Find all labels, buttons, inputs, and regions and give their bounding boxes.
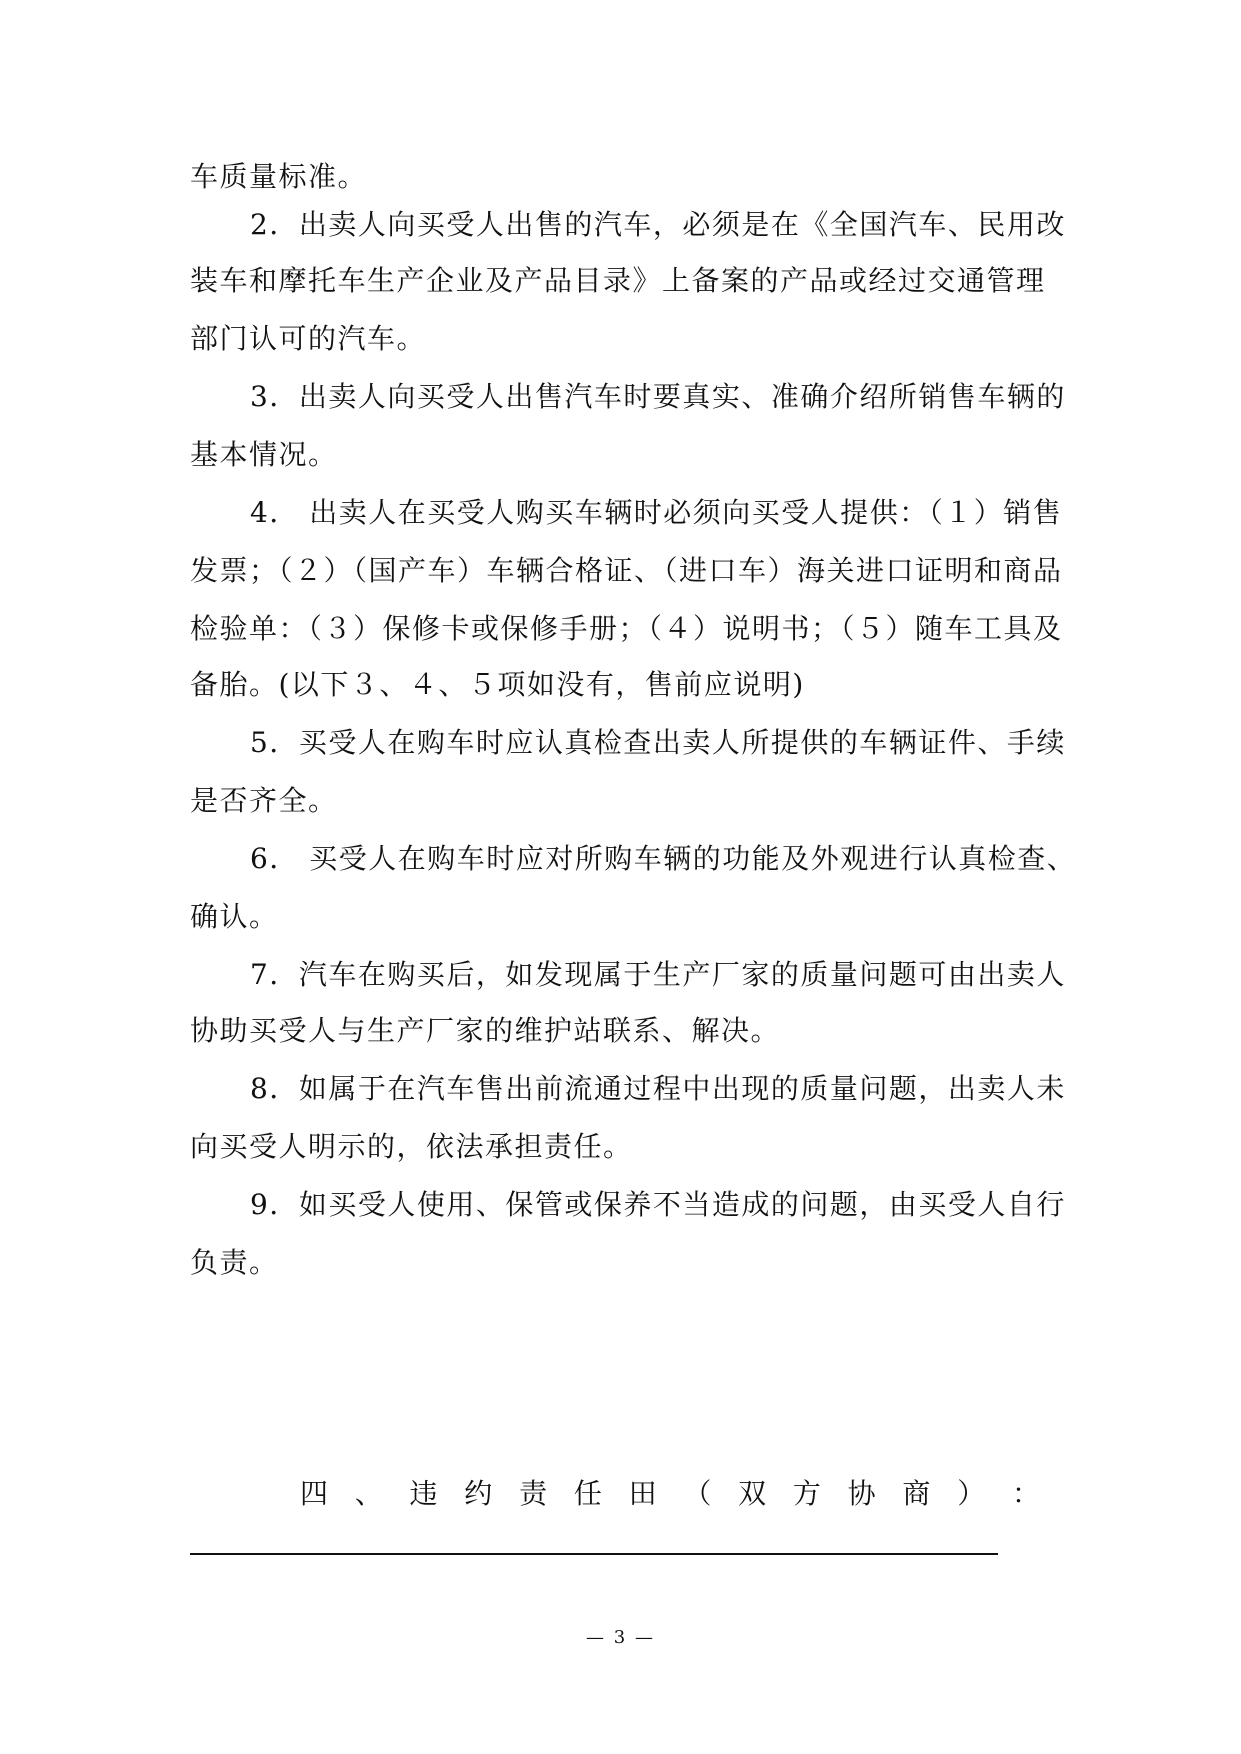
heading-char: 约 [464, 1477, 493, 1510]
clause-2-line-1: 2．出卖人向买受人出售的汽车，必须是在《全国汽车、民用改 [250, 208, 1066, 241]
heading-char: 违 [409, 1477, 438, 1510]
text-line: 车质量标准。 [190, 160, 368, 193]
clause-5-line-1: 5．买受人在购车时应认真检查出卖人所提供的车辆证件、手续 [250, 726, 1066, 759]
clause-3-line-1: 3．出卖人向买受人出售汽车时要真实、准确介绍所销售车辆的 [250, 380, 1066, 413]
heading-char: ： [1011, 1477, 1040, 1510]
clause-6-line-1: 6． 买受人在购车时应对所购车辆的功能及外观进行认真检查、 [250, 842, 1077, 875]
clause-2-line-3: 部门认可的汽车。 [190, 322, 427, 355]
clause-4-line-1: 4． 出卖人在买受人购买车辆时必须向买受人提供：（１）销售 [250, 496, 1063, 529]
blank-fill-line [190, 1553, 998, 1555]
clause-4-line-4: 备胎。(以下３、４、５项如没有，售前应说明) [190, 668, 805, 701]
clause-3-line-2: 基本情况。 [190, 438, 338, 471]
clause-9-line-1: 9．如买受人使用、保管或保养不当造成的问题，由买受人自行 [250, 1188, 1066, 1221]
clause-7-line-1: 7．汽车在购买后，如发现属于生产厂家的质量问题可由出卖人 [250, 958, 1066, 991]
clause-2-line-2: 装车和摩托车生产企业及产品目录》上备案的产品或经过交通管理 [190, 264, 1046, 297]
clause-9-line-2: 负责。 [190, 1246, 279, 1279]
clause-4-line-3: 检验单：（３）保修卡或保修手册；（４）说明书；（５）随车工具及 [190, 612, 1063, 645]
clause-8-line-2: 向买受人明示的，依法承担责任。 [190, 1130, 633, 1163]
heading-char: 责 [519, 1477, 548, 1510]
page-number: — 3 — [586, 1627, 655, 1648]
heading-char: （ [683, 1477, 712, 1510]
clause-8-line-1: 8．如属于在汽车售出前流通过程中出现的质量问题，出卖人未 [250, 1072, 1066, 1105]
clause-7-line-2: 协助买受人与生产厂家的维护站联系、解决。 [190, 1014, 781, 1047]
section-heading [300, 1477, 1040, 1511]
heading-char: ） [957, 1477, 986, 1510]
clause-5-line-2: 是否齐全。 [190, 784, 338, 817]
heading-char: 四 [300, 1477, 329, 1510]
heading-char: 方 [792, 1477, 821, 1510]
heading-char: 商 [902, 1477, 931, 1510]
heading-char: 协 [847, 1477, 876, 1510]
heading-char: 、 [354, 1477, 383, 1510]
heading-char: 双 [738, 1477, 767, 1510]
clause-6-line-2: 确认。 [190, 900, 279, 933]
heading-char: 田 [628, 1477, 657, 1510]
clause-4-line-2: 发票；（２）（国产车）车辆合格证、（进口车）海关进口证明和商品 [190, 554, 1063, 587]
heading-char: 任 [573, 1477, 602, 1510]
